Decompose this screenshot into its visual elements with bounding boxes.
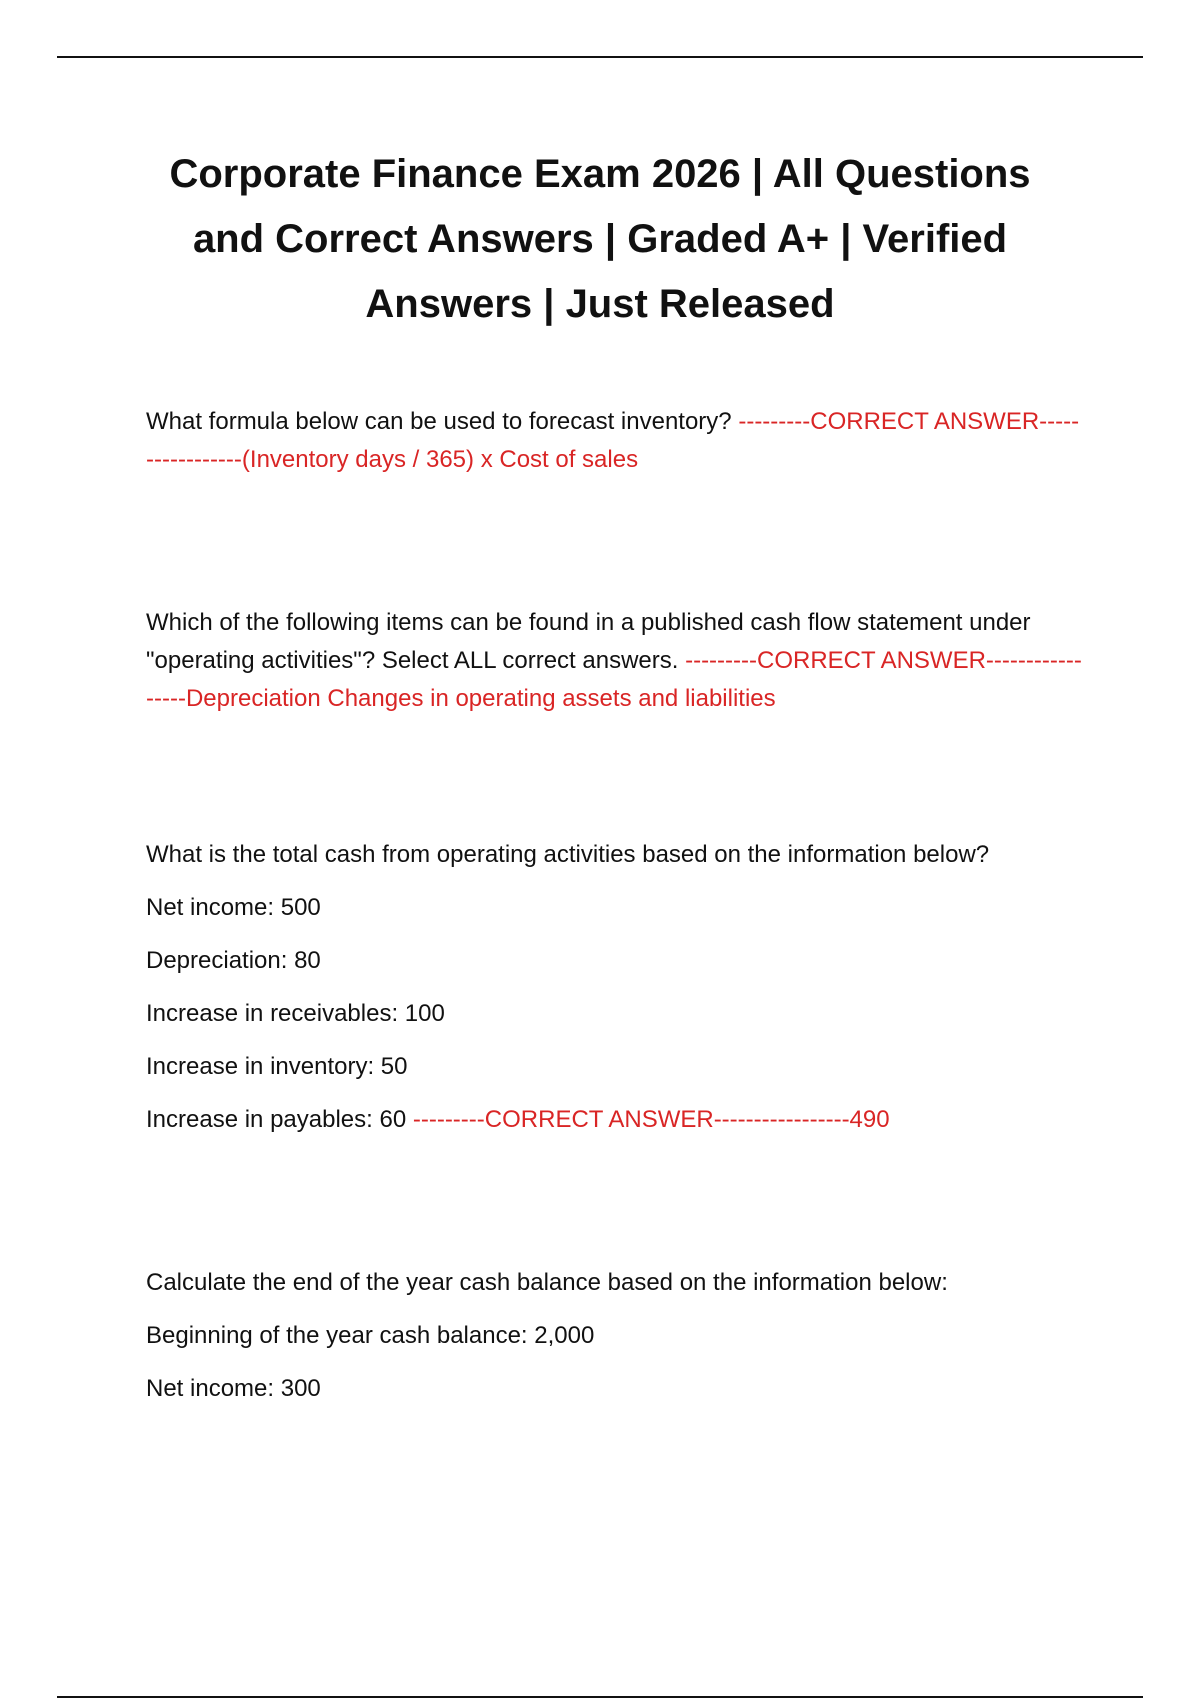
question-4-item: Net income: 300: [146, 1375, 321, 1402]
header-rule: [57, 56, 1143, 58]
question-2-answer: ---------CORRECT ANSWER-----------------Depreciation Changes in operating assets and liabilities: [146, 647, 1082, 712]
question-2-text: Which of the following items can be found in a published cash flow statement under "operating activities"? Select ALL correct answers.: [146, 609, 1031, 674]
document-title: Corporate Finance Exam 2026 | All Questions and Correct Answers | Graded A+ | Verified Answers | Just Released: [169, 152, 1031, 326]
question-4-text: Calculate the end of the year cash balance based on the information below:: [146, 1269, 948, 1296]
question-1: [146, 403, 1086, 479]
question-block-3: [146, 836, 1086, 1139]
question-block-2: [146, 604, 1086, 718]
question-1-text: What formula below can be used to forecast inventory?: [146, 408, 732, 435]
question-2: [146, 604, 1086, 718]
question-3-text: What is the total cash from operating activities based on the information below?: [146, 841, 990, 868]
question-3-item: Depreciation: 80: [146, 947, 321, 974]
question-3-item: Increase in receivables: 100: [146, 1000, 445, 1027]
footer-rule: [57, 1696, 1143, 1698]
question-3-item: Net income: 500: [146, 894, 321, 921]
question-3-answer: ---------CORRECT ANSWER-----------------490: [412, 1106, 890, 1133]
question-block-1: [146, 403, 1086, 479]
question-1-answer: ---------CORRECT ANSWER-----------------(Inventory days / 365) x Cost of sales: [146, 408, 1080, 473]
question-3-item: Increase in payables: 60: [146, 1106, 407, 1133]
question-4-item: Beginning of the year cash balance: 2,000: [146, 1322, 595, 1349]
question-block-4: [146, 1264, 1086, 1408]
question-3-last-line: [146, 1101, 1086, 1139]
question-3-item: Increase in inventory: 50: [146, 1053, 408, 1080]
